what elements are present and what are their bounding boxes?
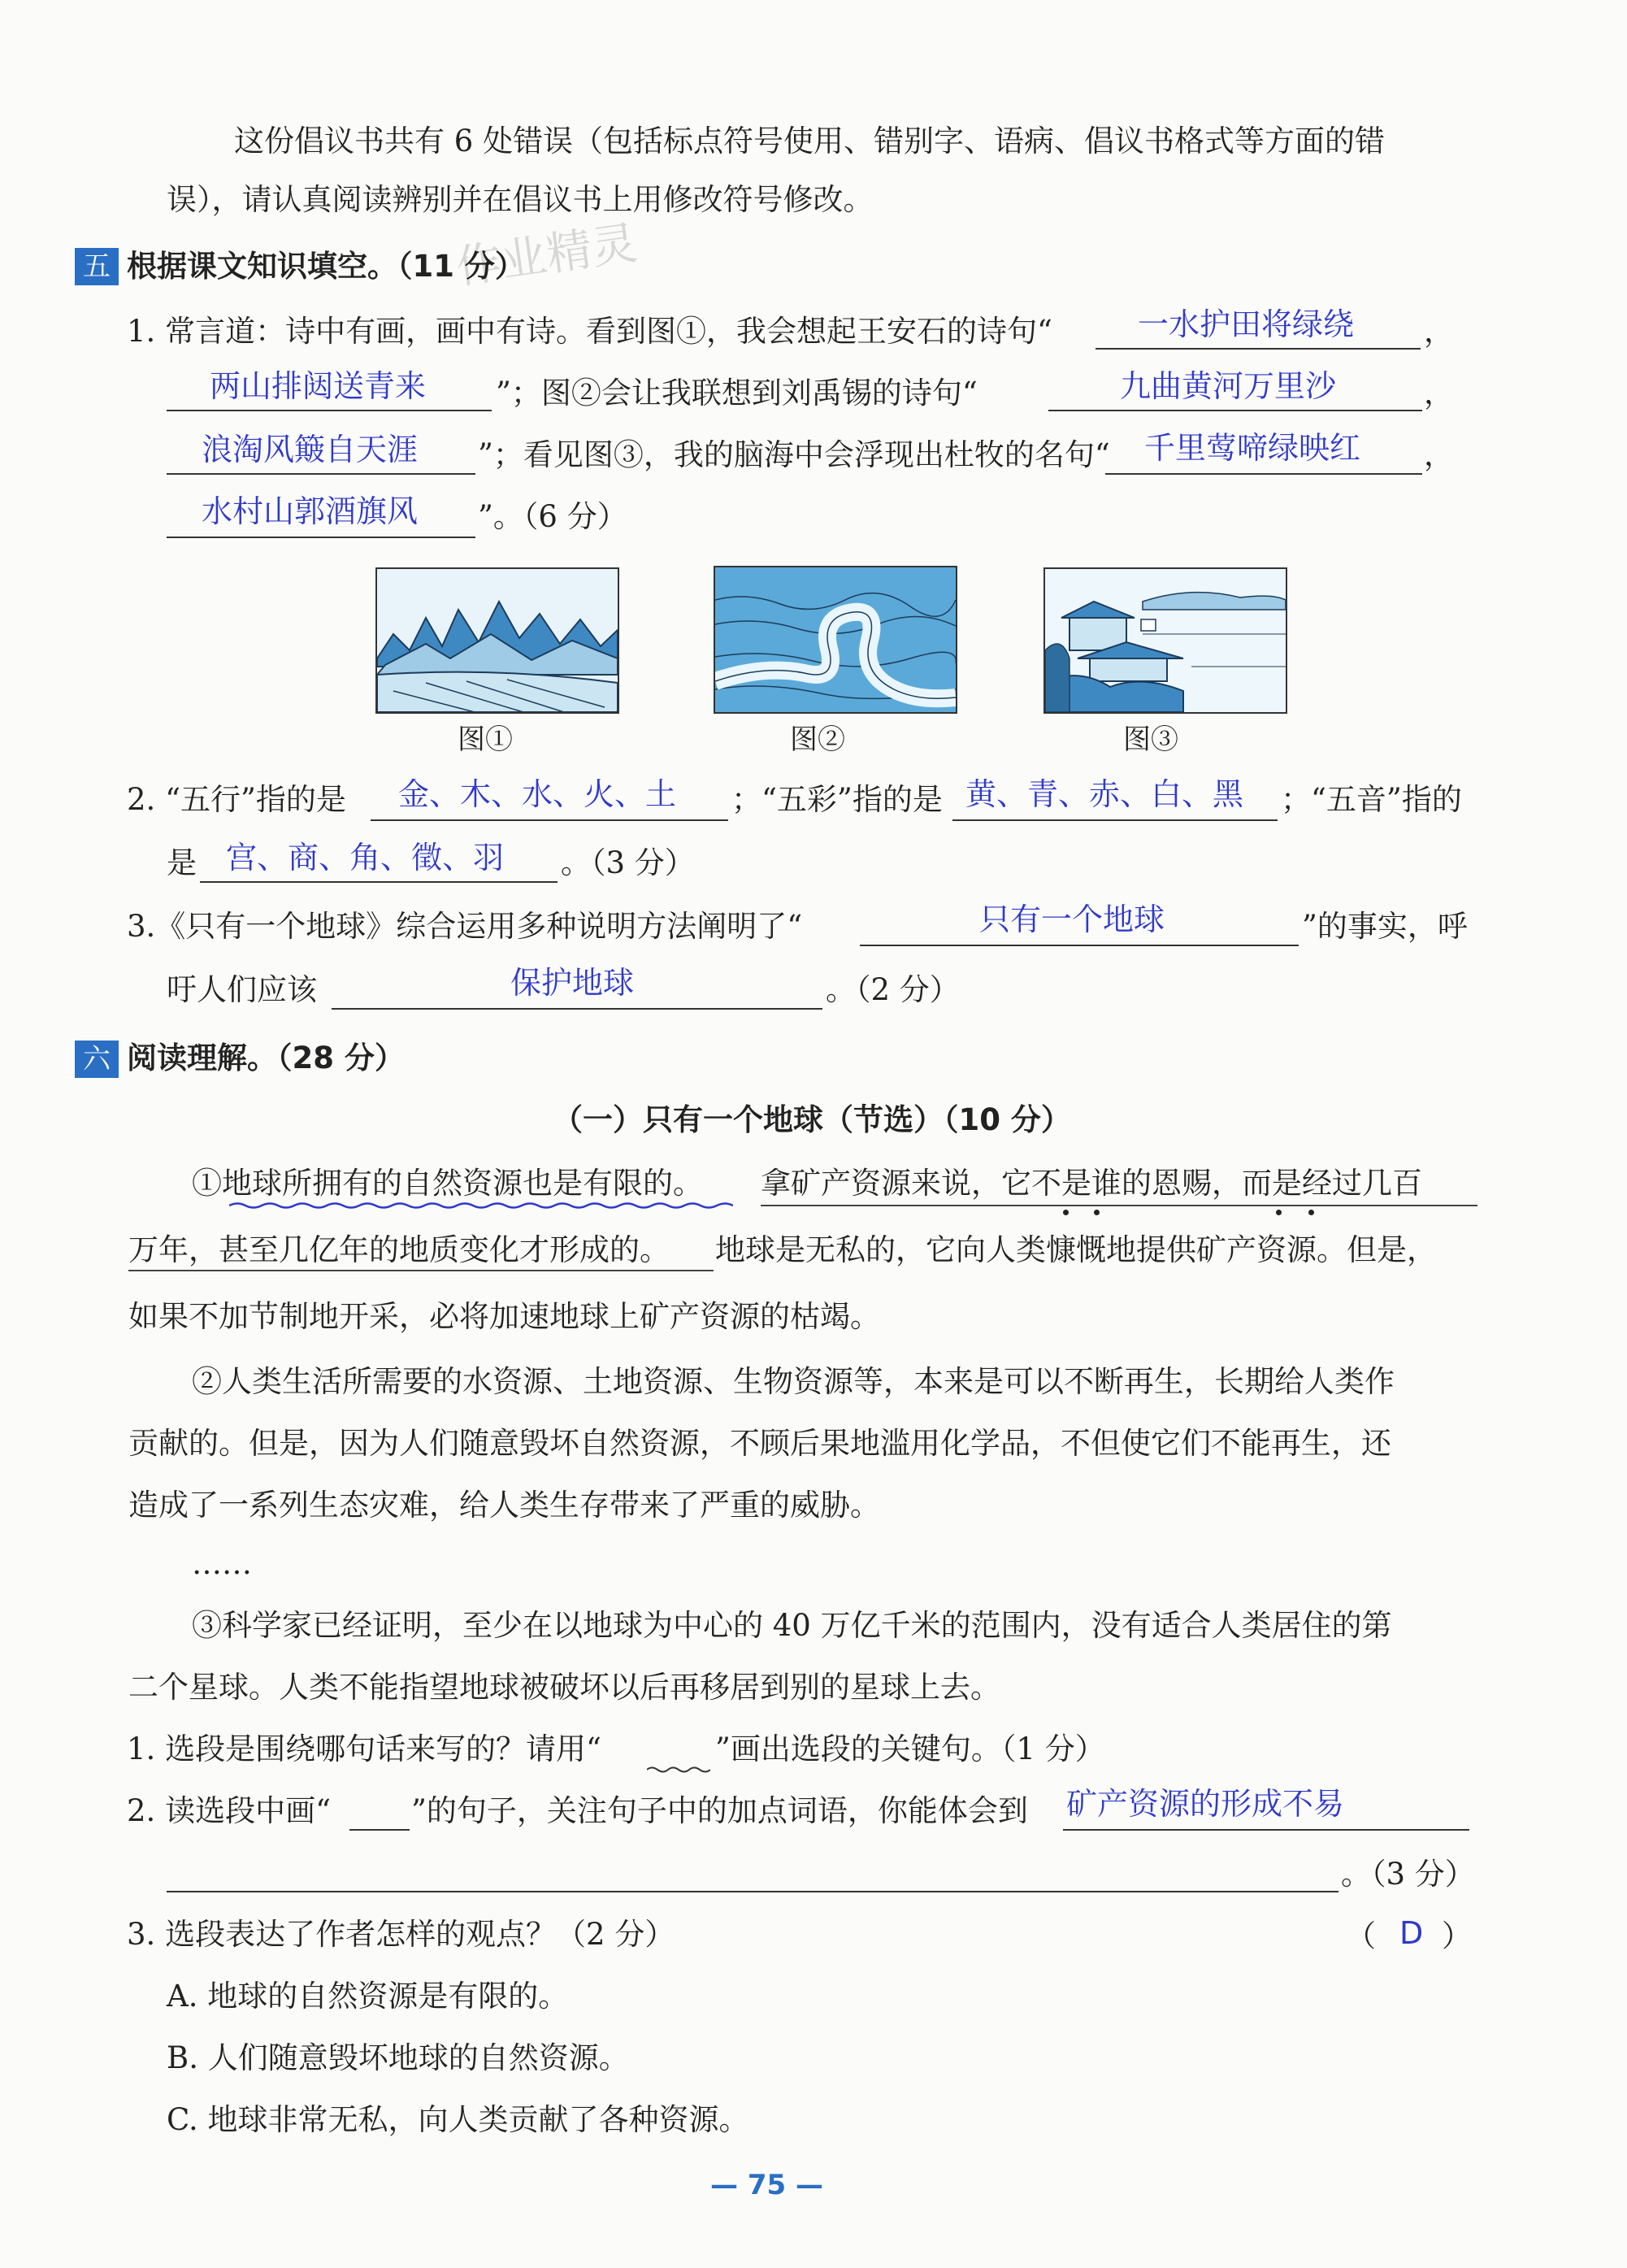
section-5-badge: 五 (75, 248, 119, 285)
s5-q1-line3: ”；看见图③，我的脑海中会浮现出杜牧的名句“ (478, 437, 1110, 472)
p3-line1: ③科学家已经证明，至少在以地球为中心的 40 万亿千米的范围内，没有适合人类居住的第 (192, 1608, 1392, 1643)
option-c[interactable]: C. 地球非常无私，向人类贡献了各种资源。 (167, 2102, 749, 2137)
s5-q3-blank-1[interactable] (860, 945, 1299, 946)
figure-2-caption: 图② (790, 723, 845, 756)
s6-q2-suffix: 。（3 分） (1341, 1857, 1475, 1892)
figure-3-caption: 图③ (1123, 723, 1178, 756)
option-b[interactable]: B. 人们随意毁坏地球的自然资源。 (167, 2040, 629, 2075)
s5-q1-answer-5: 千里莺啼绿映红 (1144, 430, 1361, 466)
s5-q1-blank-6[interactable] (167, 537, 475, 538)
key-sentence-wave-underline (229, 1201, 733, 1210)
s5-q3-answer-2: 保护地球 (510, 965, 635, 1001)
s5-q2-answer-3: 宫、商、角、徵、羽 (226, 840, 505, 875)
p1-line2-underlined: 万年，甚至几亿年的地质变化才形成的。 (128, 1232, 670, 1267)
s6-q2-blank-2[interactable] (167, 1891, 1338, 1892)
p3-line2: 二个星球。人类不能指望地球被破坏以后再移居到别的星球上去。 (128, 1670, 1000, 1705)
p2-line2: 贡献的。但是，因为人们随意毁坏自然资源，不顾后果地滥用化学品，不但使它们不能再生，还 (128, 1426, 1391, 1461)
s5-q2-blank-3[interactable] (200, 881, 558, 883)
passage-title: （一）只有一个地球（节选）（10 分） (553, 1102, 1071, 1137)
s6-q1-suffix: ”画出选段的关键句。（1 分） (715, 1731, 1105, 1766)
s6-q2-mid: ”的句子，关注句子中的加点词语，你能体会到 (411, 1793, 1028, 1828)
s5-q2-line2-suffix: 。（3 分） (561, 845, 695, 880)
s5-q2-line2-prefix: 是 (167, 845, 197, 880)
figure-1-caption: 图① (458, 723, 513, 756)
s5-q1-answer-6: 水村山郭酒旗风 (202, 493, 419, 529)
s5-q1-answer-2: 两山排闼送青来 (210, 368, 427, 404)
p2-line3: 造成了一系列生态灾难，给人类生存带来了严重的威胁。 (128, 1488, 880, 1523)
s5-q1-answer-3: 九曲黄河万里沙 (1120, 368, 1337, 404)
p1-line3: 如果不加节制地开采，必将加速地球上矿产资源的枯竭。 (128, 1299, 880, 1334)
s5-q2-mid: ；“五彩”指的是 (731, 782, 943, 817)
wave-line-symbol (647, 1766, 710, 1774)
s5-q2-answer-2: 黄、青、赤、白、黑 (965, 776, 1244, 812)
p1-line1-key: ①地球所拥有的自然资源也是有限的。 (192, 1166, 703, 1201)
intro-line-1: 这份倡议书共有 6 处错误（包括标点符号使用、错别字、语病、倡议书格式等方面的错 (234, 124, 1386, 159)
emphasis-dot (1276, 1210, 1282, 1215)
s5-q1-blank-2[interactable] (167, 410, 492, 411)
page-number: — 75 — (710, 2169, 823, 2201)
figure-1-mountains (375, 567, 619, 714)
s5-q3-prefix: 3.《只有一个地球》综合运用多种说明方法阐明了“ (127, 909, 803, 944)
emphasis-dot (1094, 1210, 1100, 1215)
p1-line1-rest: 拿矿产资源来说，它不是谁的恩赐，而是经过几百 (761, 1166, 1422, 1201)
emphasis-dot (1308, 1210, 1314, 1215)
s6-q3-stem: 3. 选段表达了作者怎样的观点？（2 分） (127, 1917, 675, 1952)
s6-q3-answer[interactable]: D (1399, 1915, 1424, 1951)
s6-q2-prefix: 2. 读选段中画“ (127, 1793, 331, 1828)
p2-line1: ②人类生活所需要的水资源、土地资源、生物资源等，本来是可以不断再生，长期给人类作 (192, 1364, 1395, 1399)
s5-q2-answer-1: 金、木、水、火、土 (398, 776, 677, 812)
p1-line2-underline (128, 1270, 714, 1271)
straight-line-symbol (349, 1829, 410, 1831)
s6-q1-prefix: 1. 选段是围绕哪句话来写的？请用“ (127, 1731, 601, 1766)
option-a[interactable]: A. 地球的自然资源是有限的。 (167, 1979, 569, 2014)
emphasis-dot (1063, 1210, 1069, 1215)
section-5-title: 根据课文知识填空。（11 分） (127, 249, 525, 284)
s5-q1-line4: ”。（6 分） (478, 499, 627, 534)
s5-q3-blank-2[interactable] (332, 1008, 822, 1010)
s5-q3-line2-suffix: 。（2 分） (826, 972, 960, 1007)
s6-q2-answer: 矿产资源的形成不易 (1066, 1786, 1345, 1822)
ellipsis: …… (192, 1546, 252, 1581)
watermark: 作业精灵 (453, 216, 641, 295)
s6-q2-blank-1[interactable] (1063, 1829, 1469, 1831)
s5-q1-line2: ”；图②会让我联想到刘禹锡的诗句“ (496, 376, 978, 411)
s5-q1-blank-4[interactable] (167, 473, 475, 475)
p1-line1-underline (761, 1205, 1477, 1206)
s5-q2-suffix: ；“五音”指的 (1281, 782, 1462, 817)
s5-q1-line1: 1. 常言道：诗中有画，画中有诗。看到图①，我会想起王安石的诗句“ (127, 314, 1052, 349)
s5-q3-suffix: ”的事实，呼 (1302, 909, 1468, 944)
figure-3-pavilion (1043, 567, 1287, 714)
s5-q1-blank-1[interactable] (1096, 348, 1421, 350)
s5-q2-blank-2[interactable] (952, 819, 1278, 821)
s5-q3-line2-prefix: 吁人们应该 (167, 972, 317, 1007)
s5-q2-blank-1[interactable] (371, 819, 728, 821)
intro-line-2: 误），请认真阅读辨别并在倡议书上用修改符号修改。 (167, 182, 874, 217)
s5-q1-comma-3: ， (1424, 437, 1454, 472)
section-6-title: 阅读理解。（28 分） (127, 1041, 405, 1075)
s5-q1-answer-4: 浪淘风簸自天涯 (202, 432, 419, 467)
s5-q2-prefix: 2. “五行”指的是 (127, 782, 346, 817)
s5-q1-blank-5[interactable] (1105, 473, 1422, 475)
figure-2-river (714, 566, 957, 714)
s5-q1-answer-1: 一水护田将绿绕 (1138, 306, 1355, 342)
s5-q1-blank-3[interactable] (1048, 410, 1422, 411)
answer-paren-close: ） (1442, 1918, 1472, 1953)
s5-q1-comma-2: ， (1424, 376, 1454, 411)
section-6-badge: 六 (75, 1041, 119, 1078)
p1-line2-rest: 地球是无私的，它向人类慷慨地提供矿产资源。但是， (715, 1232, 1437, 1267)
s5-q3-answer-1: 只有一个地球 (979, 902, 1165, 937)
s5-q1-comma-1: ， (1424, 314, 1454, 349)
answer-paren-open: （ (1346, 1918, 1376, 1953)
